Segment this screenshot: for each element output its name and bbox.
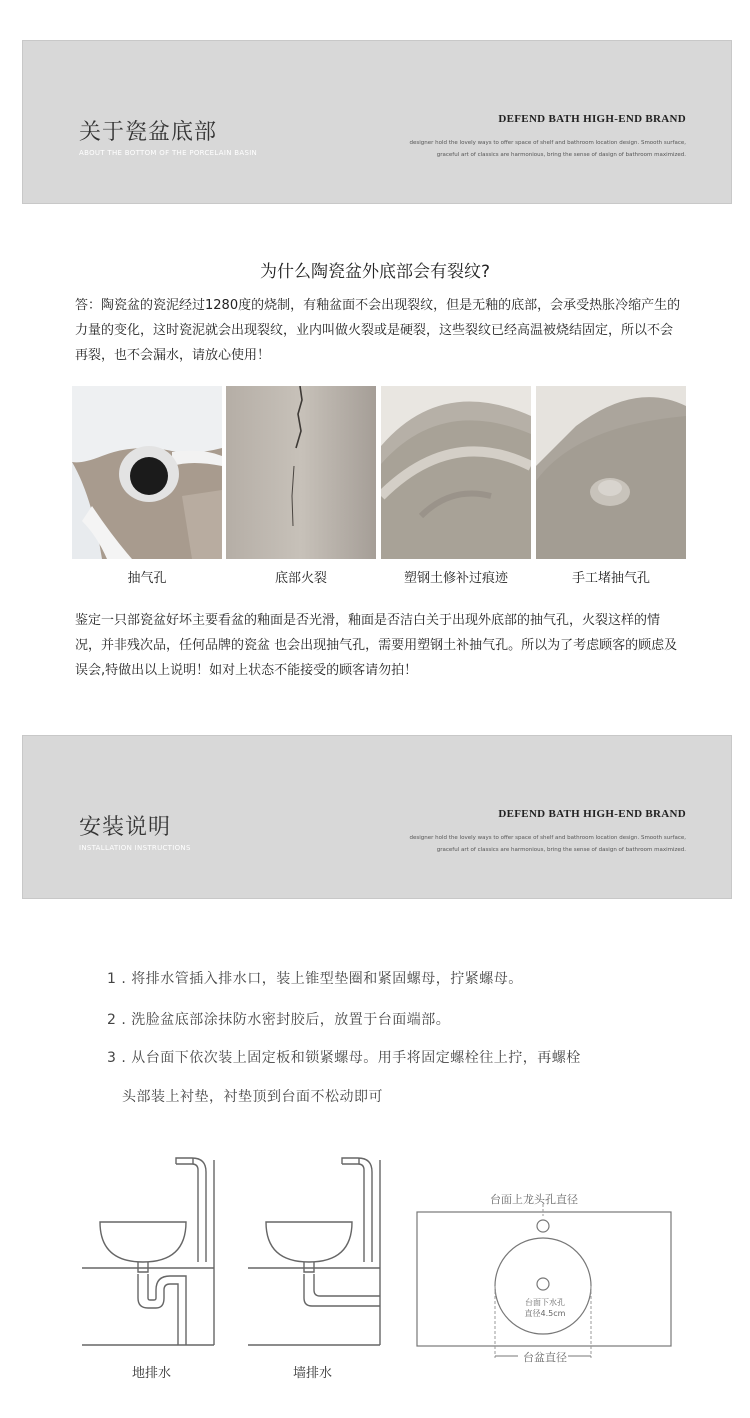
- install-step: 1 . 将排水管插入排水口，装上锥型垫圈和紧固螺母，拧紧螺母。: [107, 971, 523, 987]
- floor-drain-diagram: [78, 1150, 220, 1350]
- section-banner-install: [22, 735, 732, 899]
- wall-drain-diagram: [244, 1150, 386, 1350]
- section-subtitle: ABOUT THE BOTTOM OF THE PORCELAIN BASIN: [79, 149, 258, 157]
- basin-diameter-label: 台盆直径: [523, 1351, 567, 1364]
- photo-caption: 手工堵抽气孔: [571, 571, 650, 586]
- wall-drain-label: 墙排水: [293, 1366, 333, 1381]
- install-step: 2 . 洗脸盆底部涂抹防水密封胶后，放置于台面端部。: [107, 1012, 451, 1028]
- install-step: 3 . 从台面下依次装上固定板和锁紧螺母。用手将固定螺栓往上拧，再螺栓: [107, 1050, 581, 1066]
- section-subtitle: INSTALLATION INSTRUCTIONS: [79, 844, 191, 852]
- photo-caption: 底部火裂: [274, 571, 327, 586]
- photo-bottom-crack: [226, 386, 376, 559]
- brand-text: DEFEND BATH HIGH-END BRAND: [498, 808, 686, 820]
- photo-air-hole: [72, 386, 222, 559]
- brand-description: designer hold the lovely ways to offer space of shelf and bathroom location design. Smooth surface, graceful art of classics are harmonious, bring the sense of dasign of bathroom maximized.: [409, 140, 686, 158]
- drain-hole-label: 台面下水孔 直径4.5cm: [524, 1298, 566, 1318]
- question-heading: 为什么陶瓷盆外底部会有裂纹?: [259, 262, 491, 282]
- brand-description: designer hold the lovely ways to offer space of shelf and bathroom location design. Smooth surface, graceful art of classics are harmonious, bring the sense of dasign of bathroom maximized.: [409, 835, 686, 853]
- answer-paragraph: 答：陶瓷盆的瓷泥经过1280度的烧制，有釉盆面不会出现裂纹，但是无釉的底部，会承受热胀冷缩产生的力量的变化，这时瓷泥就会出现裂纹，业内叫做火裂或是硬裂，这些裂纹已经高温被烧结固定，所以不会再裂，也不会漏水，请放心使用！: [75, 298, 681, 363]
- faucet-hole-label: 台面上龙头孔直径: [490, 1193, 578, 1206]
- photo-caption: 塑钢土修补过痕迹: [403, 571, 508, 586]
- install-step: 头部装上衬垫，衬垫顶到台面不松动即可: [122, 1089, 383, 1105]
- verdict-paragraph: 鉴定一只部瓷盆好坏主要看盆的釉面是否光滑，釉面是否洁白关于出现外底部的抽气孔，火裂这样的情况，并非残次品，任何品牌的瓷盆 也会出现抽气孔，需要用塑钢土补抽气孔。所以为了考虑顾客的顾虑及误会,特做出以上说明！如对上状态不能接受的顾客请勿拍！: [75, 613, 678, 678]
- photo-repair-trace: [381, 386, 531, 559]
- section-title: 安装说明: [79, 815, 172, 840]
- section-title: 关于瓷盆底部: [79, 120, 218, 145]
- section-banner-bottom: [22, 40, 732, 204]
- photo-caption: 抽气孔: [127, 571, 167, 586]
- brand-text: DEFEND BATH HIGH-END BRAND: [498, 113, 686, 125]
- floor-drain-label: 地排水: [132, 1366, 172, 1381]
- countertop-top-view-diagram: [416, 1186, 672, 1372]
- photo-plugged-hole: [536, 386, 686, 559]
